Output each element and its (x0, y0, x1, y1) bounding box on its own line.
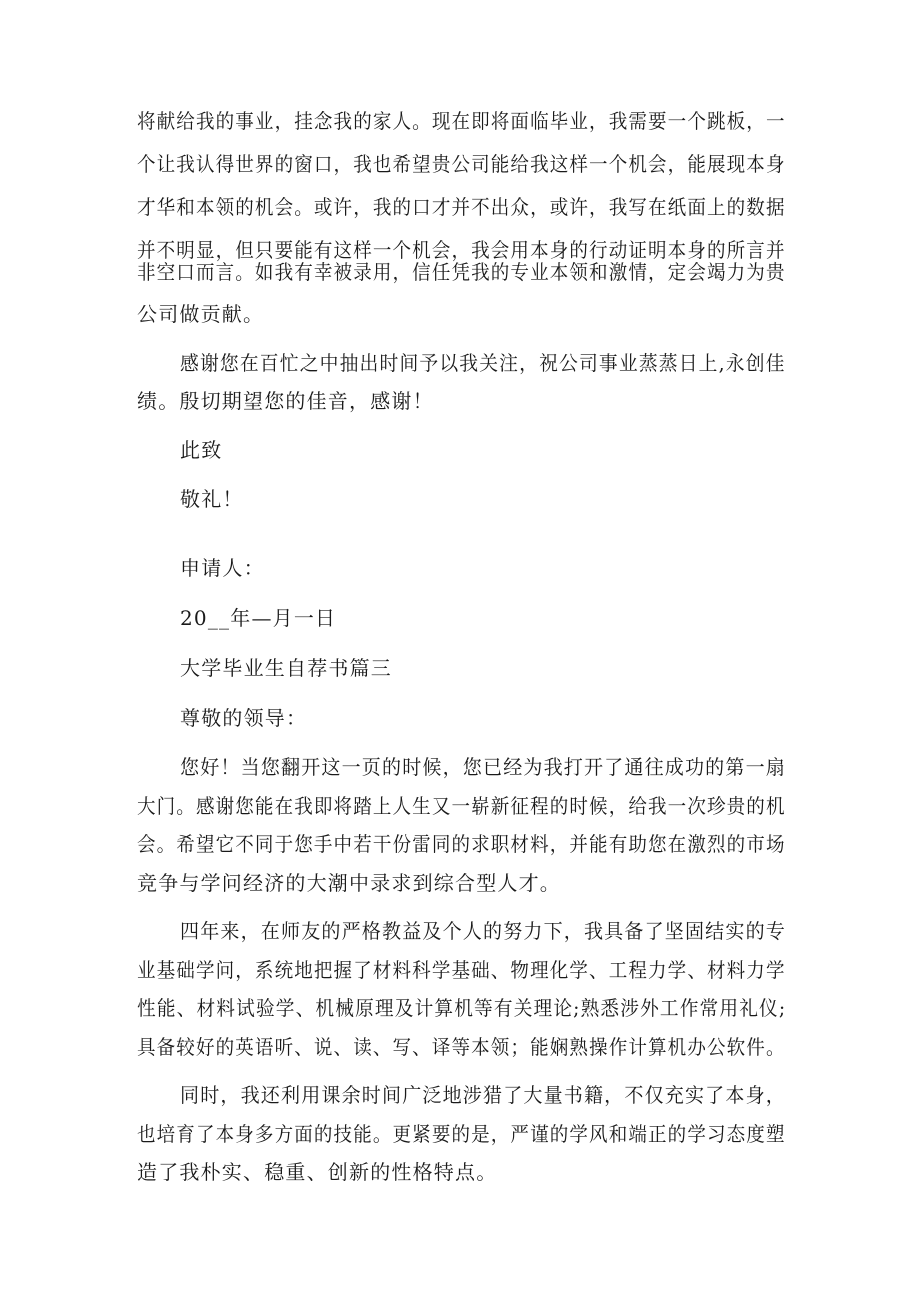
paragraph-4-line-3: 性能、材料试验学、机械原理及计算机等有关理论;熟悉涉外工作常用礼仪; (137, 996, 787, 1020)
paragraph-4-line-4: 具备较好的英语听、说、读、写、译等本领；能娴熟操作计算机办公软件。 (137, 1035, 786, 1059)
closing-jingli: 敬礼！ (180, 487, 244, 511)
paragraph-1-line-4: 并不明显，但只要能有这样一个机会，我会用本身的行动证明本身的所言并 (137, 238, 786, 262)
paragraph-3-line-1: 您好！当您翻开这一页的时候，您已经为我打开了通往成功的第一扇 (180, 755, 786, 779)
paragraph-3-line-2: 大门。感谢您能在我即将踏上人生又一崭新征程的时候，给我一次珍贵的机 (137, 794, 786, 818)
date-line: 20__年—月一日 (180, 606, 337, 630)
applicant-label: 申请人： (180, 556, 265, 580)
paragraph-3-line-4: 竞争与学问经济的大潮中录求到综合型人才。 (137, 871, 561, 895)
closing-cizhi: 此致 (180, 438, 223, 462)
paragraph-4-line-1: 四年来，在师友的严格教益及个人的努力下，我具备了坚固结实的专 (180, 919, 786, 943)
paragraph-2-line-1: 感谢您在百忙之中抽出时间予以我关注，祝公司事业蒸蒸日上,永创佳 (180, 351, 786, 375)
paragraph-3-line-3: 会。希望它不同于您手中若干份雷同的求职材料，并能有助您在激烈的市场 (137, 832, 786, 856)
salutation: 尊敬的领导： (180, 706, 308, 730)
paragraph-1-line-3: 才华和本领的机会。或许，我的口才并不出众，或许，我写在纸面上的数据 (137, 195, 786, 219)
paragraph-2-line-2: 绩。殷切期望您的佳音，感谢！ (137, 389, 434, 413)
paragraph-5-line-1: 同时，我还利用课余时间广泛地涉猎了大量书籍，不仅充实了本身， (180, 1083, 786, 1107)
paragraph-4-line-2: 业基础学问，系统地把握了材料科学基础、物理化学、工程力学、材料力学 (137, 958, 786, 982)
paragraph-1-line-5b: 非空口而言。如我有幸被录用，信任凭我的专业本领和激情，定会竭力为贵 (137, 260, 786, 284)
paragraph-5-line-3: 造了我朴实、稳重、创新的性格特点。 (137, 1160, 498, 1184)
section-title: 大学毕业生自荐书篇三 (180, 656, 392, 680)
paragraph-5-line-2: 也培育了本身多方面的技能。更紧要的是，严谨的学风和端正的学习态度塑 (137, 1122, 786, 1146)
paragraph-1-line-1: 将献给我的事业，挂念我的家人。现在即将面临毕业，我需要一个跳板，一 (137, 109, 786, 133)
paragraph-1-line-2: 个让我认得世界的窗口，我也希望贵公司能给我这样一个机会，能展现本身 (137, 152, 786, 176)
paragraph-1-line-6: 公司做贡献。 (137, 302, 265, 326)
